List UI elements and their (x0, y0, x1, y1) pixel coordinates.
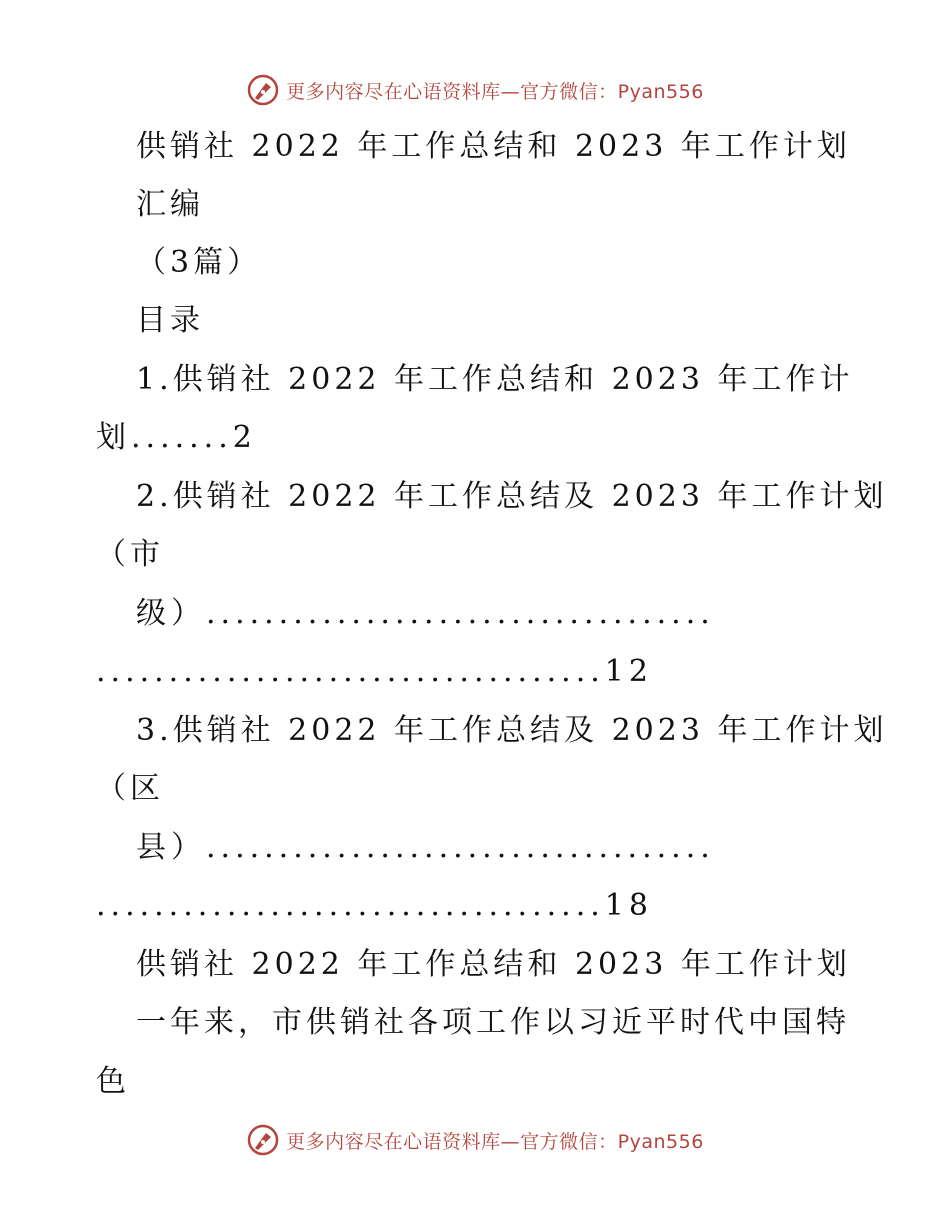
toc-item-3-line2: （区 (96, 771, 164, 806)
toc-item-3-line4: ...................................18 (96, 888, 653, 923)
pen-nib-logo-icon (246, 73, 280, 107)
document-count: （3篇） (136, 245, 262, 280)
toc-item-2-line2: （市 (96, 537, 164, 572)
body-line2: 色 (96, 1064, 130, 1099)
toc-item-3-line1: 3.供销社 2022 年工作总结及 2023 年工作计划 (136, 713, 888, 748)
toc-item-1-line1: 1.供销社 2022 年工作总结和 2023 年工作计 (136, 362, 854, 397)
pen-nib-logo-icon (246, 1123, 280, 1157)
toc-item-2-line3: 级）................................... (136, 596, 715, 631)
toc-item-2-line4: ...................................12 (96, 654, 653, 689)
footer-banner (0, 1120, 950, 1160)
header-banner (0, 70, 950, 110)
toc-item-3-line3: 县）................................... (136, 830, 715, 865)
toc-item-2-line1: 2.供销社 2022 年工作总结及 2023 年工作计划 (136, 479, 888, 514)
banner-text: 更多内容尽在心语资料库—官方微信：Pyan556 (286, 80, 704, 103)
document-title-line1: 供销社 2022 年工作总结和 2023 年工作计划 (136, 129, 851, 164)
toc-item-1-line2: 划.......2 (96, 420, 257, 455)
body-line1: 一年来，市供销社各项工作以习近平时代中国特 (136, 1005, 850, 1040)
toc-heading: 目录 (136, 303, 204, 338)
banner-text: 更多内容尽在心语资料库—官方微信：Pyan556 (286, 1130, 704, 1153)
section-title: 供销社 2022 年工作总结和 2023 年工作计划 (136, 947, 851, 982)
document-title-line2: 汇编 (136, 187, 204, 222)
